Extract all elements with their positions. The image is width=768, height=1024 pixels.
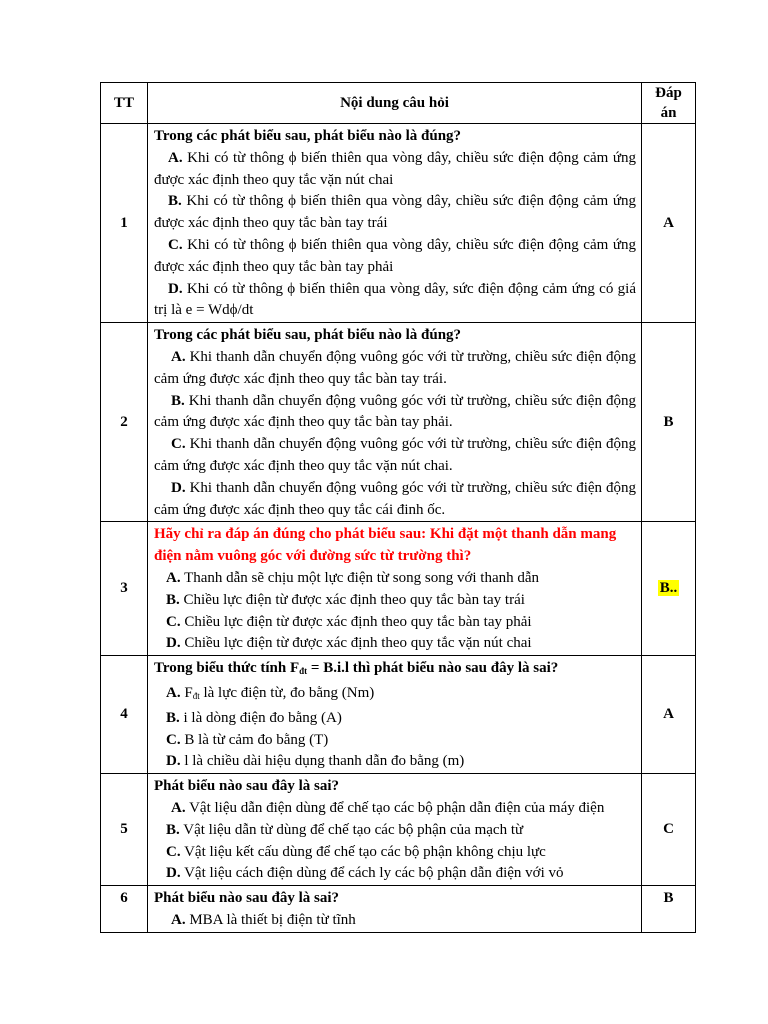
table-row: [101, 774, 696, 886]
option-text: l là chiều dài hiệu dụng thanh dẫn đo bằng (m): [180, 753, 465, 770]
option-a: [154, 347, 636, 391]
option-letter: B.: [166, 709, 180, 726]
header-answer: [642, 83, 696, 124]
option-text-pre: F: [180, 684, 193, 701]
option-text: Chiều lực điện từ được xác định theo quy tắc bàn tay phải: [180, 613, 532, 630]
table-row: [101, 656, 696, 774]
option-d: [154, 751, 636, 773]
answer-cell: [642, 522, 696, 656]
document-page: [100, 82, 695, 933]
option-text: Chiều lực điện từ được xác định theo quy tắc vặn nút chai: [180, 635, 532, 652]
option-letter: D.: [166, 753, 181, 770]
option-d: [154, 279, 636, 323]
option-letter: D.: [166, 865, 181, 882]
question-cell: [148, 656, 642, 774]
option-a: [154, 798, 636, 820]
option-letter: B.: [171, 392, 185, 409]
question-cell: [148, 124, 642, 323]
option-text: Vật liệu dẫn từ dùng để chế tạo các bộ phận của mạch từ: [179, 821, 524, 838]
option-text: MBA là thiết bị điện từ tĩnh: [185, 911, 356, 928]
option-letter: A.: [166, 569, 181, 586]
row-number: 1: [101, 124, 148, 323]
option-text: B là từ cảm đo bằng (T): [180, 731, 329, 748]
table-row: [101, 886, 696, 933]
option-text: Thanh dẫn sẽ chịu một lực điện từ song song với thanh dẫn: [180, 569, 540, 586]
option-letter: A.: [171, 799, 186, 816]
table-row: [101, 522, 696, 656]
option-b: [154, 391, 636, 435]
question-text: Hãy chỉ ra đáp án đúng cho phát biểu sau: Khi đặt một thanh dẫn mang điện nằm vuông góc với đường sức từ trường thì?: [154, 526, 617, 565]
option-text: Vật liệu cách điện dùng để cách ly các bộ phận dẫn điện với vỏ: [180, 865, 564, 882]
question-text: Trong các phát biểu sau, phát biểu nào là đúng?: [154, 128, 462, 144]
option-text: Vật liệu kết cấu dùng để chế tạo các bộ phận không chịu lực: [180, 843, 546, 860]
option-letter: D.: [166, 635, 181, 652]
option-c: [154, 730, 636, 752]
answer-cell: B: [642, 323, 696, 522]
option-d: [154, 478, 636, 522]
option-c: [154, 434, 636, 478]
option-letter: A.: [171, 911, 186, 928]
option-letter: A.: [166, 684, 181, 701]
question-cell: [148, 522, 642, 656]
option-letter: D.: [168, 280, 183, 297]
option-letter: B.: [166, 821, 180, 838]
question-text: Phát biểu nào sau đây là sai?: [154, 890, 340, 907]
question-table: [100, 82, 696, 933]
option-letter: B.: [166, 591, 180, 608]
row-number: 3: [101, 522, 148, 656]
option-text: Khi thanh dẫn chuyển động vuông góc với từ trường, chiều sức điện động cảm ứng được xác định theo quy tắc bàn tay trái.: [154, 348, 636, 387]
option-text: Khi thanh dẫn chuyển động vuông góc với từ trường, chiều sức điện động cảm ứng được xác định theo quy tắc vặn nút chai.: [154, 436, 636, 474]
header-answer-line2: án: [660, 105, 677, 121]
table-row: [101, 323, 696, 522]
option-b: [154, 708, 636, 730]
answer-cell: A: [642, 124, 696, 323]
option-d: [154, 863, 636, 885]
question-text-post: = B.i.l thì phát biểu nào sau đây là sai?: [307, 660, 559, 677]
option-c: [154, 842, 636, 864]
option-d: [154, 633, 636, 655]
question-cell: [148, 774, 642, 886]
question-text: [154, 658, 636, 683]
option-text: Khi thanh dẫn chuyển động vuông góc với từ trường, chiều sức điện động cảm ứng được xác định theo quy tắc cái đinh ốc.: [154, 479, 636, 518]
option-a: [154, 683, 636, 708]
option-c: [154, 235, 636, 279]
question-subscript: đt: [299, 666, 308, 677]
header-tt: TT: [101, 83, 148, 124]
option-letter: C.: [166, 843, 181, 860]
answer-cell: C: [642, 774, 696, 886]
option-b: [154, 820, 636, 842]
question-cell: [148, 886, 642, 933]
option-a: [154, 910, 636, 932]
question-text: Trong các phát biểu sau, phát biểu nào là đúng?: [154, 327, 462, 344]
option-c: [154, 612, 636, 634]
table-header-row: [101, 83, 696, 124]
option-letter: A.: [168, 149, 183, 166]
option-text: Khi thanh dẫn chuyển động vuông góc với từ trường, chiều sức điện động cảm ứng được xác định theo quy tắc bàn tay phải.: [154, 392, 636, 431]
option-letter: C.: [166, 731, 181, 748]
option-letter: C.: [166, 613, 181, 630]
option-a: [154, 148, 636, 192]
option-b: [154, 590, 636, 612]
header-answer-line1: Đáp: [655, 85, 682, 101]
option-text: Khi có từ thông ϕ biến thiên qua vòng dây, sức điện động cảm ứng có giá trị là e = Wdϕ/dt: [154, 280, 636, 319]
highlighted-answer: B..: [659, 580, 678, 597]
header-content: Nội dung câu hỏi: [148, 83, 642, 124]
table-row: [101, 124, 696, 323]
answer-cell: A: [642, 656, 696, 774]
question-cell: [148, 323, 642, 522]
option-letter: A.: [171, 348, 186, 365]
option-letter: C.: [168, 236, 183, 253]
option-subscript: đt: [192, 690, 200, 701]
row-number: 2: [101, 323, 148, 522]
option-text: Vật liệu dẫn điện dùng để chế tạo các bộ phận dẫn điện của máy điện: [185, 799, 605, 816]
row-number: 4: [101, 656, 148, 774]
option-text: Chiều lực điện từ được xác định theo quy tắc bàn tay trái: [179, 591, 525, 608]
option-text: Khi có từ thông ϕ biến thiên qua vòng dây, chiều sức điện động cảm ứng được xác định theo quy tắc bàn tay trái: [154, 193, 636, 232]
option-b: [154, 191, 636, 235]
question-text: Phát biểu nào sau đây là sai?: [154, 778, 340, 795]
question-text-pre: Trong biểu thức tính F: [154, 660, 300, 677]
option-a: [154, 568, 636, 590]
option-text: Khi có từ thông ϕ biến thiên qua vòng dây, chiều sức điện động cảm ứng được xác định theo quy tắc bàn tay phải: [154, 236, 636, 275]
option-letter: C.: [171, 436, 186, 453]
option-text: là lực điện từ, đo bằng (Nm): [199, 684, 375, 701]
row-number: 6: [101, 886, 148, 933]
option-text: i là dòng điện đo bằng (A): [179, 709, 342, 726]
option-text: Khi có từ thông ϕ biến thiên qua vòng dây, chiều sức điện động cảm ứng được xác định theo quy tắc vặn nút chai: [154, 149, 636, 188]
answer-cell: B: [642, 886, 696, 933]
row-number: 5: [101, 774, 148, 886]
option-letter: B.: [168, 193, 182, 210]
option-letter: D.: [171, 479, 186, 496]
